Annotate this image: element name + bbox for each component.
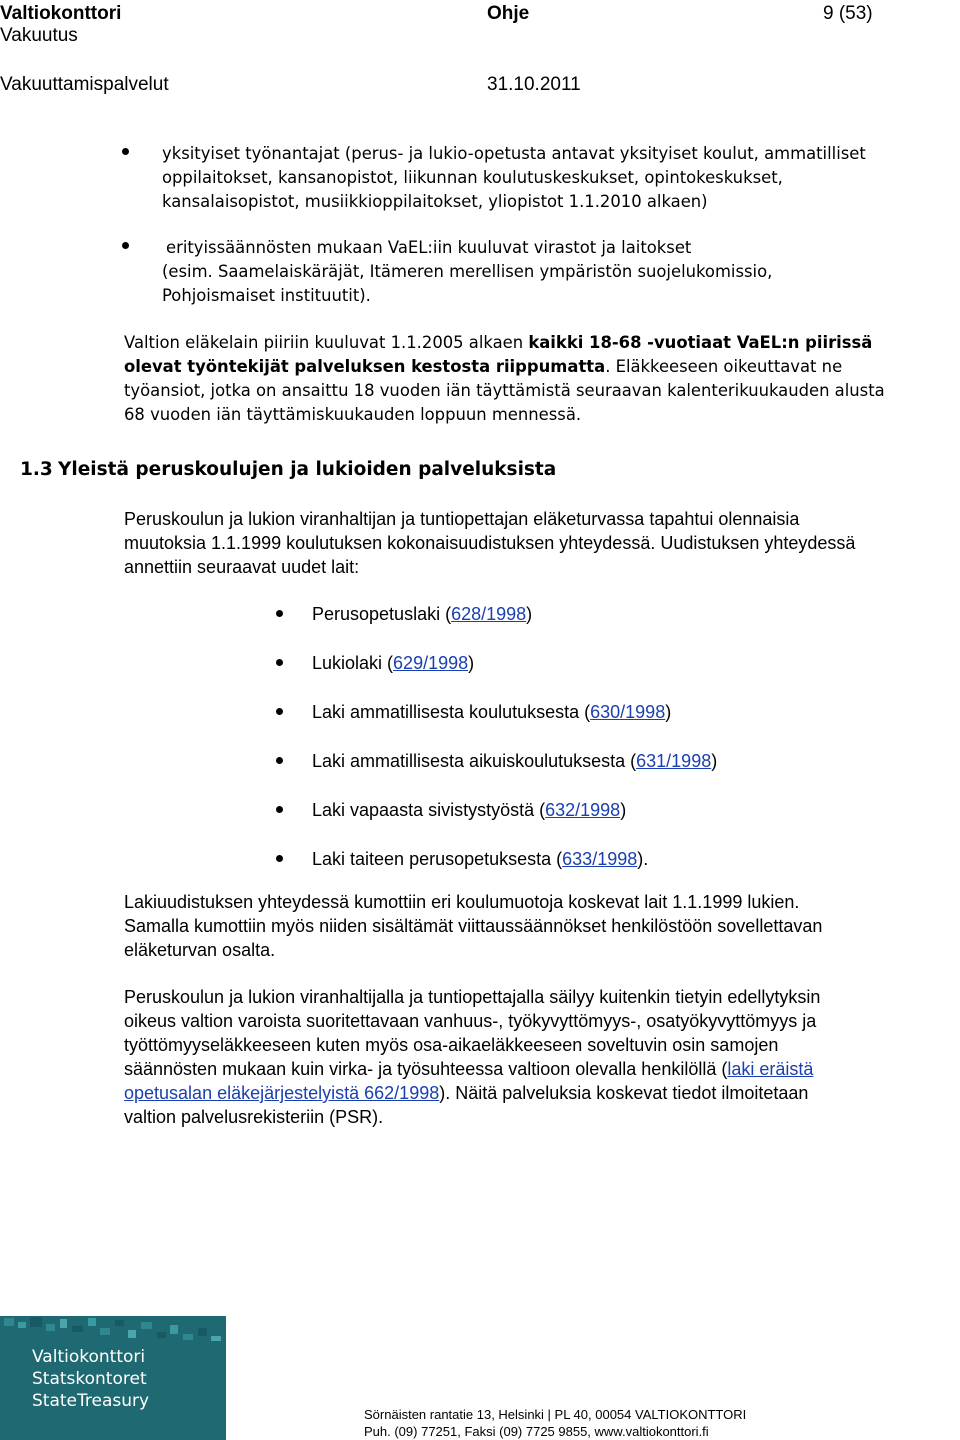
law-link-629-1998[interactable]: 629/1998	[393, 653, 469, 673]
bullet-dot	[276, 806, 283, 813]
bullet-dot	[276, 610, 283, 617]
law-link-630-1998[interactable]: 630/1998	[590, 702, 666, 722]
law-link-633-1998[interactable]: 633/1998	[562, 849, 638, 869]
law-link-662-1998[interactable]: laki eräistä	[727, 1059, 814, 1079]
header-org: Valtiokonttori	[0, 3, 122, 24]
law-item: Laki vapaasta sivistystyöstä (632/1998)	[312, 800, 627, 820]
logo-mosaic-pattern	[0, 1316, 226, 1342]
law-link-662-1998-cont[interactable]: opetusalan eläkejärjestelyistä 662/1998	[124, 1083, 440, 1103]
law-item: Lukiolaki (629/1998)	[312, 653, 475, 673]
bullet-dot	[276, 708, 283, 715]
law-link-628-1998[interactable]: 628/1998	[451, 604, 527, 624]
logo-text-fi: Valtiokonttori	[32, 1347, 146, 1367]
law-item: Laki ammatillisesta koulutuksesta (630/1998)	[312, 702, 672, 722]
paragraph-vael-scope: Valtion eläkelain piiriin kuuluvat 1.1.2005 alkaen kaikki 18-68 -vuotiaat VaEL:n piirissä olevat työntekijät palveluksen kestosta riippumatta. Eläkkeeseen oikeuttavat ne työansiot, jotka on ansaittu 18 vuoden iän täyttämistä seuraavan kalenterikuukauden alusta 68 vuoden iän täyttämiskuukauden loppuun mennessä.	[124, 333, 885, 424]
law-item: Laki ammatillisesta aikuiskoulutuksesta (631/1998)	[312, 751, 718, 771]
bullet-dot	[122, 242, 129, 249]
paragraph-reform-intro: Peruskoulun ja lukion viranhaltijan ja tuntiopettajan eläketurvassa tapahtui olennaisia muutoksia 1.1.1999 koulutuksen kokonaisuudistuksen yhteydessä. Uudistuksen yhteydessä annettiin seuraavat uudet lait:	[124, 509, 856, 577]
logo-text-sv: Statskontoret	[32, 1369, 147, 1389]
bullet-dot	[276, 659, 283, 666]
law-link-631-1998[interactable]: 631/1998	[636, 751, 712, 771]
section-heading	[20, 459, 556, 480]
header-doc-type: Ohje	[487, 3, 530, 24]
law-link-632-1998[interactable]: 632/1998	[545, 800, 621, 820]
bullet-item-private-employers: yksityiset työnantajat (perus- ja lukio-opetusta antavat yksityiset koulut, ammatilliset oppilaitokset, kansanopistot, liikunnan koulutuskeskukset, opintokeskukset, kansalaisopistot, musiikkioppilaitokset, yliopistot 1.1.2010 alkaen)	[162, 144, 866, 211]
section-number: 1.3	[20, 459, 53, 480]
header-date: 31.10.2011	[487, 74, 581, 95]
logo-text-en: StateTreasury	[32, 1391, 150, 1411]
section-title: Yleistä peruskoulujen ja lukioiden palveluksista	[58, 459, 557, 480]
header-page-number: 9 (53)	[823, 3, 873, 24]
header-section: Vakuutus	[0, 25, 78, 46]
bullet-dot	[276, 757, 283, 764]
bullet-item-special-agencies: erityissäännösten mukaan VaEL:iin kuuluvat virastot ja laitokset (esim. Saamelaiskäräjät, Itämeren merellisen ympäristön suojelukomissio, Pohjoismaiset instituutit).	[162, 238, 773, 305]
paragraph-pension-rights: Peruskoulun ja lukion viranhaltijalla ja tuntiopettajalla säilyy kuitenkin tietyin edellytyksin oikeus valtion varoista suoritettavaan vanhuus-, työkyvyttömyys-, osatyökyvyttömyys ja työttömyyseläkkeeseen kuten myös osa-aikaeläkkeeseen soveltuvin osin samojen säännösten mukaan kuin virka- ja työsuhteessa valtioon olevalla henkilöllä (laki eräistä opetusalan eläkejärjestelyistä 662/1998). Näitä palveluksia koskevat tiedot ilmoitetaan valtion palvelusrekisteriin (PSR).	[124, 987, 821, 1127]
bullet-dot	[276, 855, 283, 862]
valtiokonttori-logo	[0, 1316, 226, 1440]
law-item: Laki taiteen perusopetuksesta (633/1998).	[312, 849, 649, 869]
footer-contact: Puh. (09) 77251, Faksi (09) 7725 9855, www.valtiokonttori.fi	[364, 1424, 709, 1439]
paragraph-repealed-laws: Lakiuudistuksen yhteydessä kumottiin eri koulumuotoja koskevat lait 1.1.1999 lukien. Samalla kumottiin myös niiden sisältämät viittaussäännökset henkilöstöön sovellettavan eläketurvan osalta.	[124, 892, 823, 960]
law-item: Perusopetuslaki (628/1998)	[312, 604, 533, 624]
bullet-dot	[122, 148, 129, 155]
footer-address: Sörnäisten rantatie 13, Helsinki | PL 40, 00054 VALTIOKONTTORI	[364, 1407, 747, 1422]
header-department: Vakuuttamispalvelut	[0, 74, 169, 95]
